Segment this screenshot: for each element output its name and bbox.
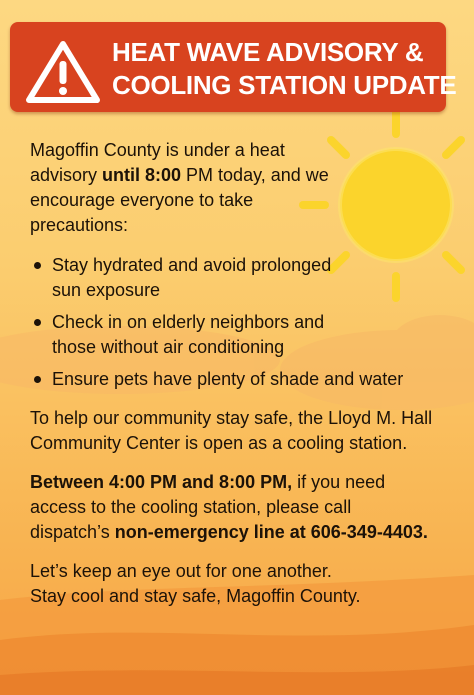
intro-deadline: until 8:00 bbox=[102, 165, 182, 185]
list-item bbox=[30, 367, 452, 392]
closing-line-2: Stay cool and stay safe, Magoffin County. bbox=[30, 586, 361, 606]
advisory-body bbox=[30, 138, 450, 609]
bullet-dot bbox=[34, 376, 41, 383]
banner-title-line-2: COOLING STATION UPDATE bbox=[112, 70, 457, 100]
banner-title-line-1: HEAT WAVE ADVISORY & bbox=[112, 37, 424, 67]
bullet-dot bbox=[34, 262, 41, 269]
warning-triangle-icon bbox=[24, 39, 102, 105]
advisory-banner bbox=[10, 22, 457, 112]
closing-paragraph bbox=[30, 559, 450, 609]
closing-line-1: Let’s keep an eye out for one another. bbox=[30, 561, 332, 581]
access-paragraph bbox=[30, 470, 430, 545]
access-text: if you need access to the cooling station, please call dispatch’s bbox=[30, 472, 386, 542]
list-item bbox=[30, 310, 352, 360]
intro-paragraph bbox=[30, 138, 330, 238]
bullet-dot bbox=[34, 319, 41, 326]
list-item bbox=[30, 253, 352, 303]
dispatch-phone: non-emergency line at 606-349-4403. bbox=[114, 522, 428, 542]
bullet-text: Ensure pets have plenty of shade and water bbox=[52, 369, 404, 389]
community-paragraph: To help our community stay safe, the Lloyd M. Hall Community Center is open as a cooling station. bbox=[30, 408, 433, 453]
bullet-text: Check in on elderly neighbors and those without air conditioning bbox=[52, 312, 325, 357]
access-hours: Between 4:00 PM and 8:00 PM, bbox=[30, 472, 293, 492]
precautions-list bbox=[30, 253, 450, 392]
intro-text: Magoffin County is under a heat advisory bbox=[30, 140, 285, 185]
bullet-text: Stay hydrated and avoid prolonged sun exposure bbox=[52, 255, 332, 300]
intro-text-end: PM today, and we encourage everyone to take precautions: bbox=[30, 165, 329, 235]
banner-title bbox=[112, 36, 457, 102]
